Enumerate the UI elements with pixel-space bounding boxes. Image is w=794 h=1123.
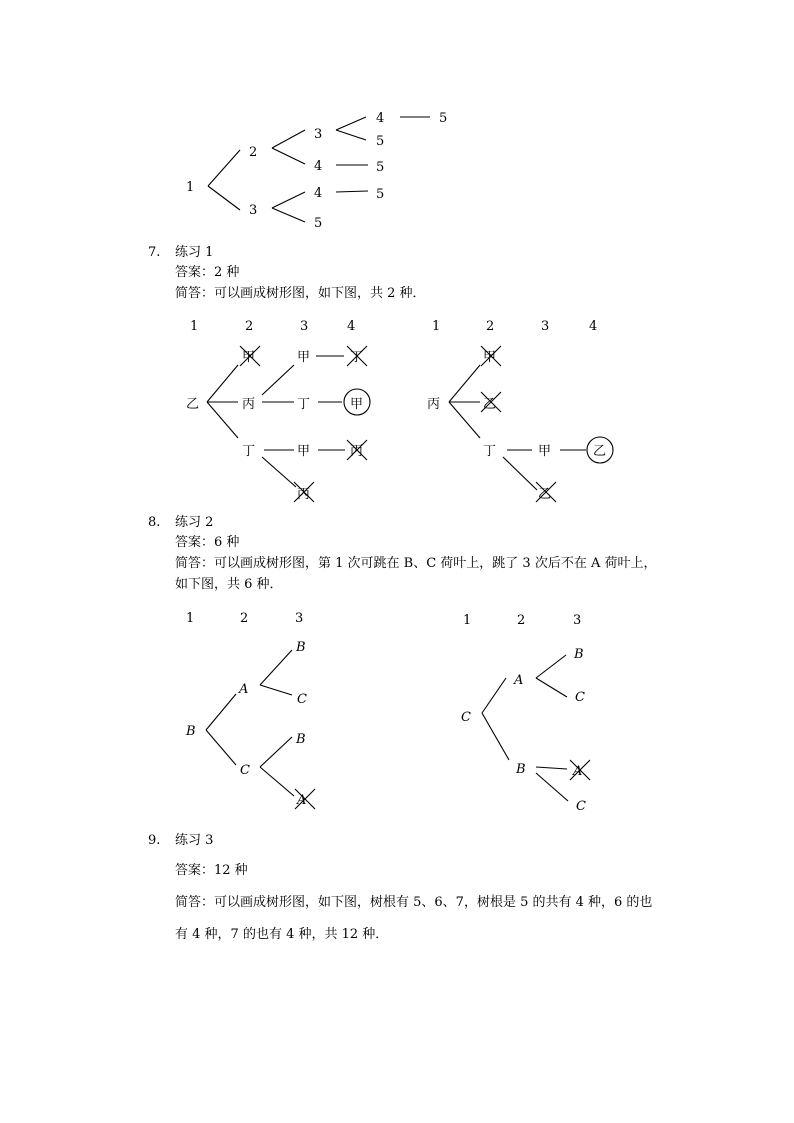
node-label: 丙 bbox=[427, 397, 441, 412]
edge bbox=[206, 730, 236, 765]
exercise-title: 练习 3 bbox=[175, 833, 214, 848]
exercise-number: 8. bbox=[148, 515, 161, 530]
node-label: A bbox=[239, 682, 249, 697]
edge bbox=[536, 767, 567, 769]
edge bbox=[482, 678, 506, 713]
node-label: 乙 bbox=[483, 397, 497, 412]
exercise-answer: 答案：6 种 bbox=[175, 535, 240, 550]
node-label: 甲 bbox=[483, 350, 497, 365]
node-label: 丁 bbox=[242, 444, 256, 459]
level-header: 2 bbox=[240, 611, 249, 626]
node-label: 3 bbox=[314, 127, 323, 142]
level-header: 1 bbox=[463, 613, 472, 628]
exercise-brief: 简答：可以画成树形图，第 1 次可跳在 B、C 荷叶上，跳了 3 次后不在 A 荷叶上， bbox=[175, 556, 657, 571]
node-label: B bbox=[296, 640, 306, 655]
node-label: 5 bbox=[376, 134, 385, 149]
edge bbox=[536, 655, 566, 678]
node-label: 4 bbox=[314, 159, 323, 174]
node-label: 丁 bbox=[297, 397, 311, 412]
node-label: 丙 bbox=[297, 487, 311, 502]
level-header: 3 bbox=[541, 319, 550, 334]
node-label: 甲 bbox=[350, 397, 364, 412]
edge bbox=[536, 678, 567, 697]
exercise-number: 7. bbox=[148, 245, 161, 260]
node-label: 甲 bbox=[297, 350, 311, 365]
node-label: 5 bbox=[314, 216, 323, 231]
edge bbox=[482, 713, 509, 760]
level-header: 2 bbox=[245, 319, 254, 334]
node-label: 乙 bbox=[593, 444, 607, 459]
exercise-brief: 简答：可以画成树形图，如下图，树根有 5、6、7，树根是 5 的共有 4 种，6 的也 bbox=[175, 895, 653, 910]
edge bbox=[206, 694, 236, 730]
exercise-answer: 答案：12 种 bbox=[175, 863, 248, 878]
node-label: A bbox=[297, 793, 307, 808]
node-label: 甲 bbox=[242, 350, 256, 365]
node-label: 甲 bbox=[538, 444, 552, 459]
level-header: 3 bbox=[573, 613, 582, 628]
level-header: 4 bbox=[589, 319, 598, 334]
node-label: 5 bbox=[376, 187, 385, 202]
exercise-title: 练习 1 bbox=[175, 245, 214, 260]
node-label: 4 bbox=[376, 111, 385, 126]
node-label: A bbox=[514, 673, 524, 688]
node-label: 丙 bbox=[350, 444, 364, 459]
level-header: 2 bbox=[517, 613, 526, 628]
node-label: 2 bbox=[249, 145, 258, 160]
edge bbox=[260, 650, 292, 685]
node-label: B bbox=[516, 762, 526, 777]
exercise-brief: 如下图，共 6 种． bbox=[175, 577, 283, 592]
exercise-brief: 简答：可以画成树形图，如下图，共 2 种． bbox=[175, 286, 426, 301]
edge bbox=[260, 737, 292, 767]
node-label: 乙 bbox=[538, 487, 552, 502]
node-label: 丁 bbox=[483, 444, 497, 459]
edge bbox=[260, 685, 292, 695]
node-label: 5 bbox=[376, 160, 385, 175]
node-label: C bbox=[576, 799, 586, 814]
edge bbox=[260, 767, 294, 796]
node-label: C bbox=[297, 692, 307, 707]
level-header: 2 bbox=[486, 319, 495, 334]
node-label: B bbox=[574, 647, 584, 662]
node-label: 3 bbox=[249, 203, 258, 218]
node-label: 丙 bbox=[242, 397, 256, 412]
exercise-brief: 有 4 种，7 的也有 4 种，共 12 种． bbox=[175, 927, 389, 942]
level-header: 1 bbox=[432, 319, 441, 334]
node-label: C bbox=[575, 690, 585, 705]
level-header: 3 bbox=[295, 611, 304, 626]
node-label: 乙 bbox=[186, 397, 200, 412]
level-header: 3 bbox=[300, 319, 309, 334]
exercise-answer: 答案：2 种 bbox=[175, 265, 240, 280]
node-label: C bbox=[240, 763, 250, 778]
node-label: 1 bbox=[186, 180, 195, 195]
level-header: 1 bbox=[190, 319, 199, 334]
node-label: 丁 bbox=[350, 350, 364, 365]
node-label: C bbox=[461, 710, 471, 725]
exercise-number: 9. bbox=[148, 833, 161, 848]
node-label: 5 bbox=[439, 111, 448, 126]
level-header: 4 bbox=[347, 319, 356, 334]
edge bbox=[536, 773, 568, 801]
node-label: B bbox=[186, 724, 196, 739]
node-label: 甲 bbox=[297, 444, 311, 459]
node-label: B bbox=[296, 732, 306, 747]
node-label: A bbox=[573, 764, 583, 779]
level-header: 1 bbox=[186, 611, 195, 626]
exercise-title: 练习 2 bbox=[175, 515, 214, 530]
node-label: 4 bbox=[314, 186, 323, 201]
